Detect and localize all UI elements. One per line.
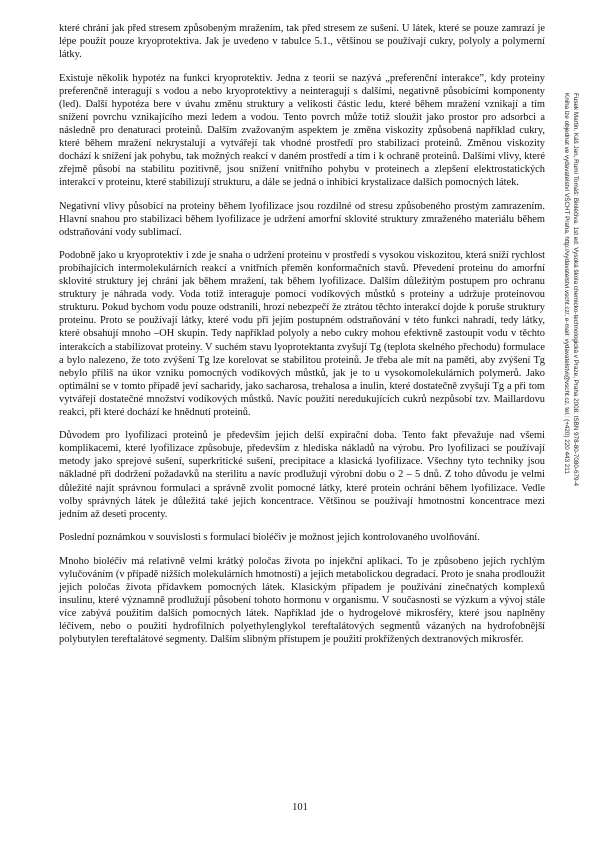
- page-number: 101: [292, 802, 308, 813]
- ordering-info-line: Kniha lze objednat ve vydavatelství VŠCHT Praha, http://vydavatelstvi.vscht.cz/, e-mail: vydavatelstvi@vscht.cz, tel.: (+420) 220 443 211: [563, 93, 570, 474]
- paragraph-7: Mnoho biol​éčiv má relativně velmi krátký poločas života po injekční aplikaci. To je způsobeno jejich rychlým vylučováním (v případě nižších molekulárních hmotností) a jejich metabolickou degradací. Proto je snaha prodloužit jejich poločas života přídavkem pomocných látek. Klasickým případem je používání zinečnatých komplexů insulinu, které významně prodlužují působení tohoto hormonu v organismu. V současnosti se výzkum a vývoj stále více zabývá použitím dalších pomocných látek. Například jde o hydrogelové mikrosféry, které jsou naplněny léčivem, nebo o použití hydrofilních polyethylenglykol tereftalátových segmentů vázaných na hydrofobnější polybutylen tereftalátové segmenty. Dalším slibným přístupem je použití prokřížených dextranových mikrosfér.: [59, 555, 545, 645]
- paragraph-4: Podobně jako u kryoprotektiv i zde je snaha o udržení proteinu v prostředí s vysokou viskozitou, která sníží rychlost probíhajících intermolekulárních reakcí a vnitřních přeměn konformačních stavů. Převedení proteinu do amorfní sklovité struktury jej chrání jak během mražení, tak během lyofilizace. Dalším důležitým postupem pro ochranu struktury je náhrada vody. Voda totiž interaguje pomocí vodíkových můstků s proteiny a udržuje proteinovou strukturu. Pokud bychom vodu pouze odstranili, hrozí nebezpečí že ztrátou těchto interakcí dojde k poruše struktury proteinu. Proto se používají látky, které vodu při jejím postupném odstraňování v této funkci nahradí, tedy látky, které obsahují mnoho –OH skupin. Tedy například polyoly a nebo cukry mohou efektivně zastoupit vodu v těchto interakcích a stabilizovat proteiny. V suchém stavu lyoprotektanta zvyšují Tg (teplota skelného přechodu) formulace a bylo nalezeno, že toto zvýšení Tg lze korelovat se stabilitou proteinů. Je třeba ale mít na paměti, aby zvýšení Tg nebylo příliš na úkor vzniku pomocných vodíkových můstků, jak je to u vysokomolekulárních polymerů. Jako optimální se v tomto případě jeví sacharidy, jako sacharosa, trehalosa a inulin, které dostatečně zvyšují Tg a při tom vytvářejí dostatečné množství vodíkových můstků. Navíc použití neredukujících cukrů nezpůsobí tzv. Maillardovu reakci, při které dochází ke hnědnutí proteinů.: [59, 250, 545, 418]
- citation-sidebar: [562, 93, 580, 633]
- citation-line: Fusek Martin, Káš Jan, Rumí Tomáš: Bioléčiva. 1st ed. Vysoká škola chemicko-technologická v Praze, Praha 2008. ISBN 978-80-7080-679-4: [572, 93, 579, 487]
- paragraph-2: Existuje několik hypotéz na funkci kryoprotektiv. Jedna z teorii se nazývá „preferenční interakce”, kdy proteiny preferenčně interagují s vodou a nebo kryoprotektivy a neinteragují s dalšími, negativně působícími komponenty (led). Další hypotéza bere v úvahu změnu struktury a velikosti částic ledu, které během mražení vznikají a tím snížení povrchu vznikajícího mezi ledem a vodou. Tento povrch může totiž sloužit jako prostor pro adsorbci a následně pro denaturaci proteinů. Dalším zvažovaným aspektem je změna viskozity způsobená například cukry, které během mražení nekrystalují a vytvářejí tak vhodné prostředí pro stabilizaci proteinů. Změnou viskozity dochází k snížení jak pohybu, tak možných reakcí v daném prostředí a tím i k ochraně proteinů. Dalšími vlivy, které zřejmě působí na stabilitu pozitivně, jsou snížení vnitřního pohybu v proteinech a zlepšení elektrostatických interakcí v proteinu, které stabilizují strukturu, a dále se jedná o inhibici krystalizace dalších pomocných látek.: [59, 72, 545, 189]
- body-text: [59, 22, 545, 657]
- paragraph-3: Negativní vlivy působící na proteiny během lyofilizace jsou rozdílné od stresu způsobeného prostým zamrazením. Hlavní snahou pro stabilizaci během lyofilizace je udržení amorfní sklovité struktury zmraženého materiálu během odstraňování vody sublimací.: [59, 200, 545, 238]
- paragraph-5: Důvodem pro lyofilizaci proteinů je především jejich delší expirační doba. Tento fakt převažuje nad všemi komplikacemi, které lyofilizace způsobuje, především z hlediska nákladů na výrobu. Pro lyofilizaci se používají metody jako sprejové sušení, superkritické sušení, precipitace a klasická lyofilizace. Všechny tyto techniky jsou nákladné při dodržení požadavků na sterilitu a navíc prodlužují výrobní dobu o 2 – 5 dnů. Z toho důvodu je velmi důležité najít správnou formulaci a správně zvolit pomocné látky, které protein ochrání během lyofilizace. Vedle volby správných látek je důležitá také jejich koncentrace. Většinou se používají hmotnostní koncentrace mezi jedním až deseti procenty.: [59, 430, 545, 520]
- paragraph-6: Poslední poznámkou v souvislosti s formulací biol​éčiv je možnost jejich kontrolovaného uvolňování.: [59, 532, 480, 544]
- paragraph-1: které chrání jak před stresem způsobeným mražením, tak před stresem ze sušení. U látek, které se pouze zamrazí je lépe použít pouze kryoprotektiva. Jak je uvedeno v tabulce 5.1., většinou se používají cukry, polyoly a polymerní látky.: [59, 23, 545, 61]
